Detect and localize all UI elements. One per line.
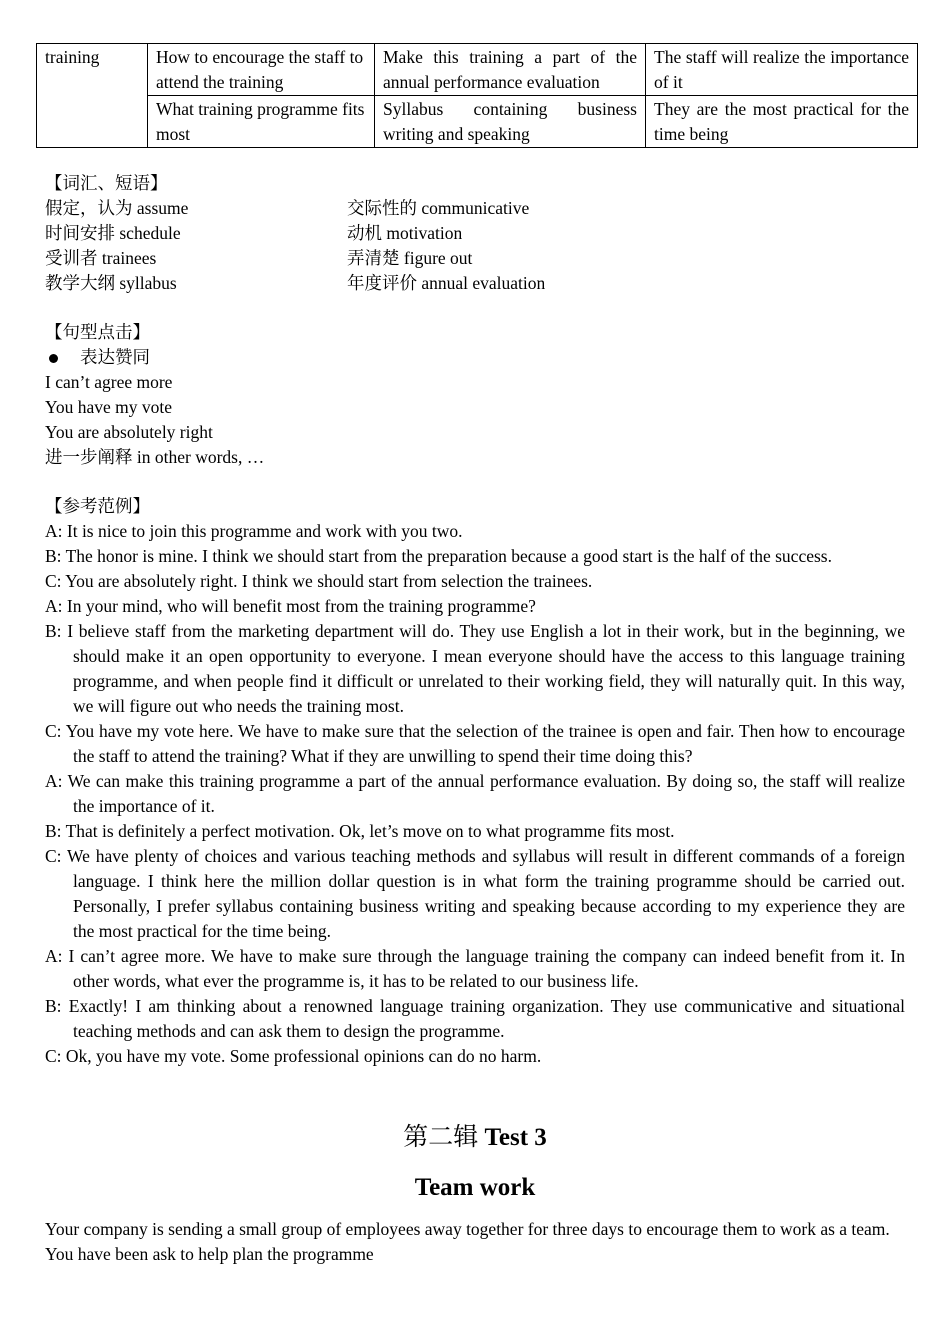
vocab-row [45, 221, 905, 246]
vocab-row [45, 271, 905, 296]
bullet-item [45, 345, 905, 370]
table-cell: What training programme fits most [148, 96, 375, 148]
test-prefix: 第二辑 [403, 1124, 485, 1151]
table [36, 43, 918, 148]
table-cell: Syllabus containing business writing and speaking [375, 96, 646, 148]
vocab-item: 假定，认为 assume [45, 198, 189, 218]
bullet-text: 表达赞同 [80, 347, 150, 367]
dialog-turn: C: You are absolutely right. I think we should start from selection the trainees. [45, 571, 593, 591]
table-cell: The staff will realize the importance of it [646, 44, 918, 96]
dialog-turn: C: You have my vote here. We have to make sure that the selection of the trainee is open and fair. Then how to encourage the staff to attend the training? What if they are unwilling to spend their time doing this? [45, 721, 905, 766]
vocab-item: 教学大纲 syllabus [45, 273, 177, 293]
dialog-turn: B: Exactly! I am thinking about a renowned language training organization. They use communicative and situational teaching methods and can ask them to design the programme. [45, 996, 905, 1041]
table-row [37, 96, 918, 148]
patterns-section [45, 320, 905, 470]
dialog-turn: A: I can’t agree more. We have to make sure through the language training the company can indeed benefit from it. In other words, what ever the programme is, it has to be related to our business life. [45, 946, 905, 991]
intro-line: You have been ask to help plan the programme [45, 1244, 374, 1264]
pattern-line: I can’t agree more [45, 372, 173, 392]
vocab-item: 时间安排 schedule [45, 223, 181, 243]
dialog-turn: B: I believe staff from the marketing department will do. They use English a lot in their work, but in the beginning, we should make it an open opportunity to everyone. I mean everyone should have the access to this language training programme, and when people find it difficult or unrelated to their working field, they will naturally quit. In this way, we will figure out who needs the training most. [45, 621, 905, 716]
dialog-turn: B: The honor is mine. I think we should start from the preparation because a good start is the half of the success. [45, 546, 832, 566]
dialog-turn: A: It is nice to join this programme and work with you two. [45, 521, 463, 541]
pattern-line: You are absolutely right [45, 422, 213, 442]
table-cell: How to encourage the staff to attend the training [148, 44, 375, 96]
table-cell: Make this training a part of the annual performance evaluation [375, 44, 646, 96]
vocab-item: 受训者 trainees [45, 248, 157, 268]
bullet-icon [49, 354, 58, 363]
vocab-row [45, 196, 905, 221]
section-title: Team work [414, 1174, 536, 1201]
test-heading [0, 1122, 950, 1154]
table-cell: They are the most practical for the time being [646, 96, 918, 148]
example-heading: 【参考范例】 [45, 496, 150, 516]
pattern-line: You have my vote [45, 397, 173, 417]
training-table [36, 43, 918, 148]
test-title: Test 3 [484, 1124, 547, 1151]
vocab-row [45, 246, 905, 271]
intro-text [45, 1217, 905, 1267]
vocab-section [45, 171, 905, 296]
dialog-turn: A: We can make this training programme a part of the annual performance evaluation. By doing so, the staff will realize the importance of it. [45, 771, 905, 816]
dialog-turn: B: That is definitely a perfect motivation. Ok, let’s move on to what programme fits most. [45, 821, 675, 841]
vocab-item: 年度评价 annual evaluation [347, 273, 546, 293]
dialog-turn: A: In your mind, who will benefit most from the training programme? [45, 596, 536, 616]
vocab-item: 交际性的 communicative [347, 198, 530, 218]
dialog [45, 519, 905, 1069]
table-row [37, 44, 918, 96]
dialog-turn: C: We have plenty of choices and various teaching methods and syllabus will result in different commands of a foreign language. I think here the million dollar question is in what form the training programme should be carried out. Personally, I prefer syllabus containing business writing and speaking because according to my experience they are the most practical for the time being. [45, 846, 905, 941]
vocab-item: 动机 motivation [347, 223, 463, 243]
intro-line: Your company is sending a small group of employees away together for three days to encourage them to work as a team. [45, 1219, 890, 1239]
vocab-item: 弄清楚 figure out [347, 248, 473, 268]
dialog-turn: C: Ok, you have my vote. Some professional opinions can do no harm. [45, 1046, 542, 1066]
pattern-line: 进一步阐释 in other words, … [45, 447, 265, 467]
patterns-heading: 【句型点击】 [45, 322, 150, 342]
table-cell: training [37, 44, 148, 148]
vocab-heading: 【词汇、短语】 [45, 173, 168, 193]
